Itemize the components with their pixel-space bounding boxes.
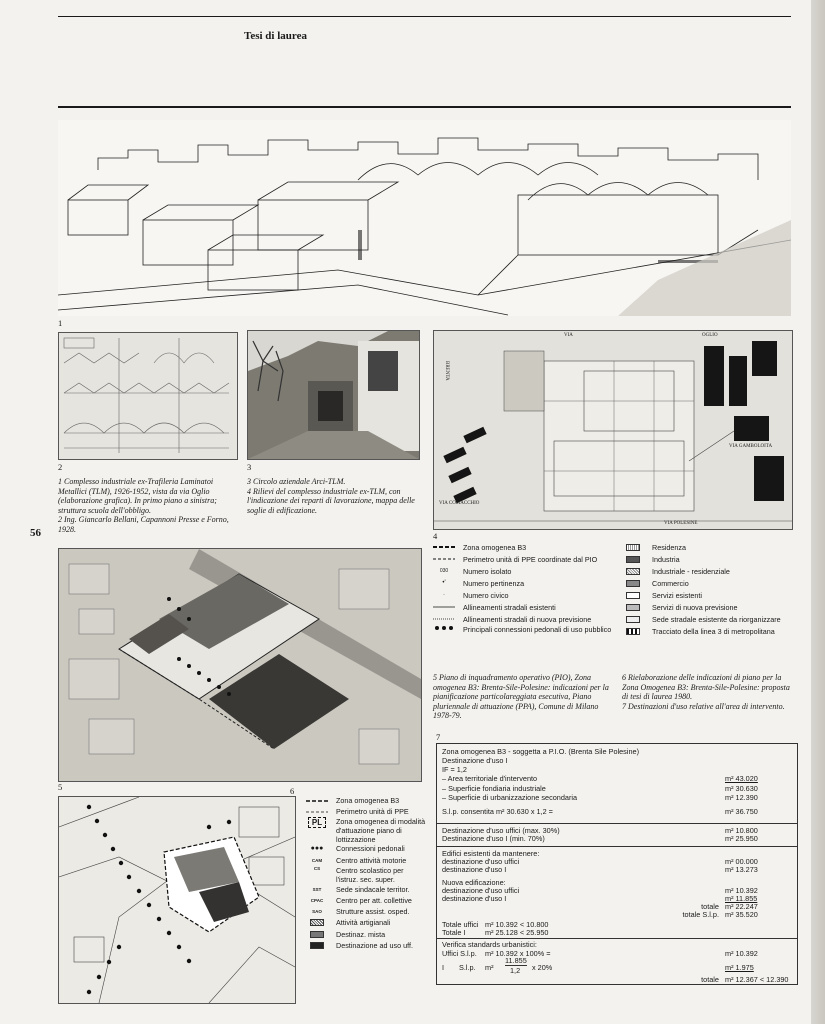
table-i-percent: x 20%: [532, 963, 553, 972]
legend-item: [306, 855, 431, 866]
table-row-label: – Superficie di urbanizzazione secondaria: [442, 793, 578, 802]
caption-6-7: [622, 673, 792, 711]
table-row-value: m² 12.390: [725, 793, 758, 802]
legend-item: [306, 929, 431, 940]
legend-label: Allineamenti stradali di nuova previsione: [463, 614, 592, 624]
legend-label: Numero isolato: [463, 566, 512, 576]
legend-symbol-pl: PL: [306, 817, 328, 828]
figure-6-number: 6: [290, 786, 295, 796]
table-row-value: m² 11.855: [725, 894, 758, 903]
legend-swatch: [306, 931, 328, 938]
caption-6-text: 6 Rielaborazione delle indicazioni di piano per la Zona Omogenea B3: Brenta-Sile-Polesine: proposta di tesi di laurea 1980.: [622, 673, 790, 701]
table-tot-i-value: m² 25.128 < 25.950: [485, 928, 549, 937]
figure-4-survey-map: [433, 330, 793, 530]
pio-map: [59, 549, 421, 781]
caption-7-text: 7 Destinazioni d'uso relative all'area di intervento.: [622, 701, 785, 711]
legend-item: [622, 541, 792, 553]
legend-swatch: [306, 942, 328, 949]
caption-4: 4 Rilievi del complesso industriale ex-TLM, con l'indicazione dei reparti di lavorazione, mappa delle soglie di edificazione.: [247, 486, 415, 515]
legend-label: Numero pertinenza: [463, 578, 525, 588]
legend-symbol-text: CPAC: [310, 898, 324, 904]
legend-swatch: [622, 604, 644, 611]
table-row-value: m² 10.392: [725, 886, 758, 895]
table-tot-i-label: Totale I: [442, 928, 466, 937]
table-i-value: m² 1.975: [725, 963, 754, 972]
legend-symbol-solid-line: [433, 605, 455, 609]
legend-item: [622, 601, 792, 613]
legend-label: Tracciato della linea 3 di metropolitana: [652, 626, 775, 636]
table-slp-label: S.l.p. consentita m² 30.630 x 1,2 =: [442, 807, 553, 816]
map-label-brenta: BRENTA: [444, 361, 449, 381]
legend-symbol-text: SAO: [312, 909, 322, 915]
legend-item: [622, 589, 792, 601]
legend-item: [622, 625, 792, 637]
legend-item: [433, 553, 623, 565]
legend-swatch: [622, 568, 644, 575]
legend-label: Numero civico: [463, 590, 509, 600]
legend-swatch: [622, 544, 644, 551]
table-row-value: m² 13.273: [725, 865, 758, 874]
legend-item: [433, 613, 623, 625]
map-label-via-gamboloita: VIA GAMBOLOITA: [729, 444, 773, 449]
table-section-destinazione: [437, 823, 797, 847]
legend-symbol-text: •': [442, 580, 446, 586]
table-row-value: m² 10.800: [725, 826, 758, 835]
legend-symbol-dashed-thick: [306, 799, 328, 803]
legend-label: Destinaz. mista: [336, 929, 386, 939]
caption-1: 1 Complesso industriale ex-Trafileria Laminatoi Metallici (TLM), 1926-1952, vista da via Oglio (elaborazione grafica). In primo piano a sinistra; struttura scuola dell'obbligo.: [58, 477, 217, 515]
axonometric-drawing: [58, 120, 791, 316]
legend-symbol-dashed-thin: [306, 810, 328, 814]
table-if: IF = 1,2: [442, 765, 467, 774]
legend-symbol-dots: [433, 625, 455, 631]
legend-item: [433, 565, 623, 577]
table-row-value: m² 00.000: [725, 857, 758, 866]
table-final-label: totale: [701, 975, 719, 984]
technical-drawing: [59, 333, 237, 459]
caption-5-text: 5 Piano di inquadramento operativo (PIO), Zona omogenea B3: Brenta-Sile-Polesine: indicazioni per la pianificazione particolareggiata esecutiva, Piano pluriennale di attuazione (PPA), Comune di Milano 1978-79.: [433, 673, 609, 720]
legend-symbol-dashed-thick: [433, 545, 455, 549]
caption-3-4: [247, 477, 419, 515]
map-label-via: VIA: [564, 333, 573, 338]
legend-item: [622, 565, 792, 577]
caption-3: 3 Circolo aziendale Arci-TLM.: [247, 477, 346, 486]
page-binding-edge: [811, 0, 825, 1024]
table-i-slp: S.l.p.: [459, 963, 476, 972]
table-final-value: m² 12.367 < 12.390: [725, 975, 789, 984]
legend-item: [622, 577, 792, 589]
figure-5-pio-map: [58, 548, 422, 782]
table-uffici-slp-label: Uffici S.l.p.: [442, 949, 477, 958]
table-row-label: destinazione d'uso I: [442, 894, 507, 903]
table-i-denominator: 1,2: [510, 966, 521, 975]
figure-3-number: 3: [247, 462, 252, 472]
legend-label: Principali connessioni pedonali di uso pubblico: [463, 625, 612, 634]
survey-map: [434, 331, 792, 529]
legend-item: [306, 817, 431, 843]
table-row-label: – Area territoriale d'intervento: [442, 774, 538, 783]
figure-6-proposal-map: [58, 796, 296, 1004]
legend-label: Destinazione ad uso uff.: [336, 940, 413, 950]
table-row-label: Destinazione d'uso I (min. 70%): [442, 834, 545, 843]
legend-item: [433, 625, 623, 647]
map-label-via-polesine: VIA POLESINE: [664, 521, 698, 526]
table-row-value: m² 30.630: [725, 784, 758, 793]
legend-figure-6: [306, 795, 431, 951]
legend-item: [433, 577, 623, 589]
caption-1-2: [58, 477, 238, 534]
legend-item: [306, 940, 431, 951]
legend-item: [433, 601, 623, 613]
legend-label: Zona omogenea B3: [336, 796, 400, 806]
figure-1-axonometric-drawing: [58, 120, 791, 316]
legend-label: Industriale - residenziale: [652, 566, 730, 576]
figure-4-number: 4: [433, 531, 438, 541]
legend-symbol-text: ·: [443, 592, 445, 598]
legend-label: Connessioni pedonali: [336, 844, 405, 854]
table-section-zona: [437, 744, 797, 824]
table-totale-slp-label: totale S.l.p.: [682, 910, 719, 919]
legend-item: [306, 866, 431, 884]
legend-label: Perimetro unità di PPE coordinate dal PIO: [463, 554, 598, 564]
legend-label: Servizi di nuova previsione: [652, 602, 738, 612]
legend-swatch: [622, 592, 644, 599]
table-verifica-title: Verifica standards urbanistici:: [442, 940, 537, 949]
legend-item: [622, 613, 792, 625]
figure-5-number: 5: [58, 782, 63, 792]
table-totale-label: totale: [701, 902, 719, 911]
legend-symbol-text: CS: [313, 865, 321, 871]
table-tot-uffici-value: m² 10.392 < 10.800: [485, 920, 549, 929]
map-label-oglio: OGLIO: [702, 333, 718, 338]
table-destinazioni-uso: [436, 743, 798, 985]
legend-label: Attività artigianali: [336, 918, 391, 928]
legend-item: [622, 553, 792, 565]
legend-item: [433, 589, 623, 601]
legend-swatch: [306, 919, 328, 926]
table-row-label: destinazione d'uso I: [442, 865, 507, 874]
legend-label: Perimetro unità di PPE: [336, 807, 409, 817]
legend-item: [433, 541, 623, 553]
legend-symbol-dots: ●●●: [310, 845, 324, 853]
table-nuova-title: Nuova edificazione:: [442, 878, 506, 887]
legend-label: Allineamenti stradali esistenti: [463, 602, 556, 612]
legend-label: Servizi esistenti: [652, 590, 702, 600]
page-number: 56: [30, 527, 41, 539]
table-slp-value: m² 36.750: [725, 807, 758, 816]
page-header-title: Tesi di laurea: [244, 30, 307, 42]
legend-label: Zona omogenea B3: [463, 542, 527, 552]
caption-5: [433, 673, 618, 721]
table-row-value: m² 25.950: [725, 834, 758, 843]
table-section-edifici: [437, 846, 797, 939]
legend-item: [306, 895, 431, 906]
legend-label: Residenza: [652, 542, 686, 552]
table-uffici-slp-value: m² 10.392: [725, 949, 758, 958]
proposal-map: [59, 797, 295, 1003]
legend-item: [306, 806, 431, 817]
figure-2-number: 2: [58, 462, 63, 472]
legend-label: Sede sindacale territor.: [336, 884, 410, 894]
legend-symbol-dotted-line: [433, 617, 455, 621]
table-row-label: destinazione d'uso uffici: [442, 857, 520, 866]
legend-label: Zona omogenea di modalità d'attuazione piano di lottizzazione: [336, 817, 426, 845]
legend-label: Sede stradale esistente da riorganizzare: [652, 614, 781, 624]
table-i-m2: m²: [485, 963, 494, 972]
legend-swatch: [622, 556, 644, 563]
table-section-verifica: [437, 938, 797, 986]
legend-label: Centro attività motorie: [336, 855, 407, 865]
legend-label: Industria: [652, 554, 680, 564]
legend-item: [306, 795, 431, 806]
legend-label: Centro scolastico per l'istruz. sec. super.: [336, 865, 404, 884]
legend-swatch: [622, 628, 644, 635]
legend-symbol-dashed-thin: [433, 557, 455, 561]
table-totale-slp-value: m² 35.520: [725, 910, 758, 919]
caption-2: 2 Ing. Giancarlo Bellani, Capannoni Presse e Forno, 1928.: [58, 515, 229, 534]
figure-3-photo: [247, 330, 420, 460]
legend-swatch: [622, 580, 644, 587]
legend-symbol-text: SST: [312, 886, 322, 892]
table-row-value: m² 43.020: [725, 774, 758, 783]
table-totale-value: m² 22.247: [725, 902, 758, 911]
legend-figure-5-left: [433, 541, 623, 647]
legend-item: [306, 917, 431, 928]
figure-2-technical-drawings: [58, 332, 238, 460]
table-row-label: Destinazione d'uso uffici (max. 30%): [442, 826, 560, 835]
legend-label: Commercio: [652, 578, 689, 588]
legend-item: [306, 843, 431, 854]
table-i-numerator: 11.855: [505, 956, 527, 965]
table-tot-uffici-label: Totale uffici: [442, 920, 479, 929]
legend-figure-5-right: [622, 541, 792, 637]
legend-label: Centro per att. collettive: [336, 896, 412, 906]
legend-label: Strutture assist. osped.: [336, 907, 410, 917]
table-uffici-slp-formula: m² 10.392 x 100% =: [485, 949, 551, 958]
map-label-via-comacchio: VIA COMACCHIO: [439, 501, 480, 506]
table-title: Zona omogenea B3 - soggetta a P.I.O. (Brenta Sile Polesine): [442, 747, 639, 756]
table-dest: Destinazione d'uso I: [442, 756, 508, 765]
courtyard-photo: [248, 331, 419, 459]
legend-item: [306, 906, 431, 917]
figure-1-number: 1: [58, 318, 63, 328]
legend-symbol-text: 030: [439, 568, 449, 574]
figure-7-number: 7: [436, 732, 441, 742]
table-i-label: I: [442, 963, 445, 972]
legend-swatch: [622, 616, 644, 623]
table-edifici-title: Edifici esistenti da mantenere:: [442, 849, 540, 858]
legend-item: [306, 884, 431, 895]
table-row-label: destinazione d'uso uffici: [442, 886, 520, 895]
table-row-label: – Superficie fondiaria industriale: [442, 784, 546, 793]
legend-symbol-text: CAM: [311, 857, 323, 863]
